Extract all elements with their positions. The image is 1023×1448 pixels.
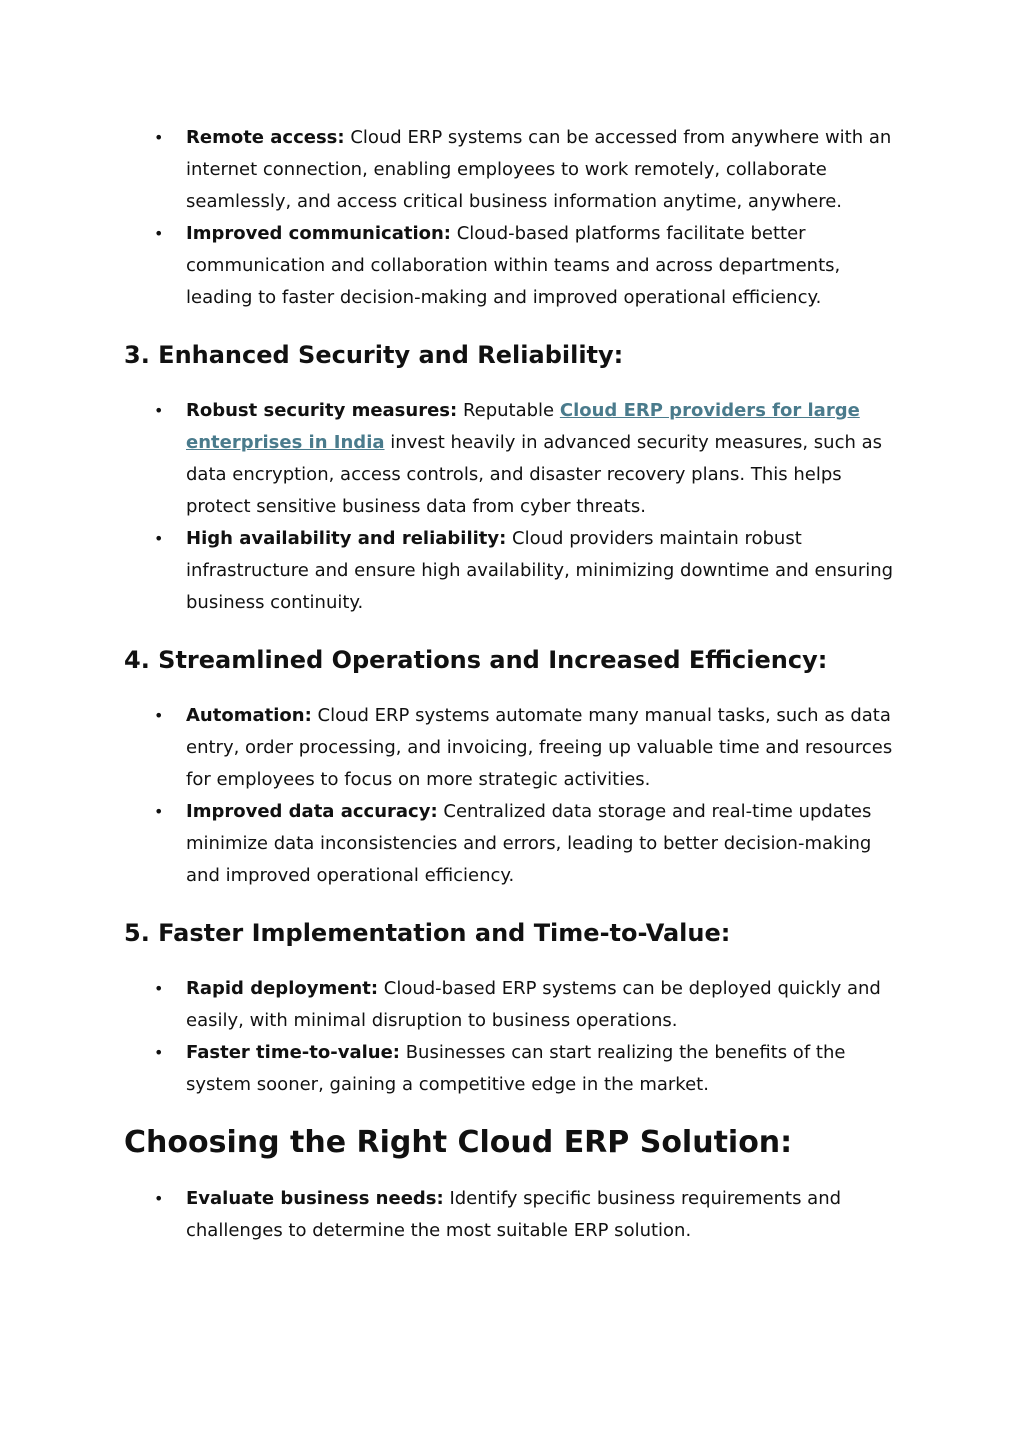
item-label: Rapid deployment: xyxy=(186,978,379,999)
bullet-icon: • xyxy=(154,706,164,725)
list-item xyxy=(154,122,903,218)
section-heading-implementation: 5. Faster Implementation and Time-to-Value: xyxy=(124,919,731,947)
item-text: Cloud-based platforms facilitate better communication and collaboration within teams and across departments, leading to faster decision-making and improved operational efficiency. xyxy=(186,223,841,308)
item-text: Centralized data storage and real-time updates minimize data inconsistencies and errors, leading to better decision-making and improved operational efficiency. xyxy=(186,801,872,886)
security-bullet-list xyxy=(124,395,903,619)
implementation-bullet-list xyxy=(124,973,903,1101)
bullet-icon: • xyxy=(154,128,164,147)
list-item xyxy=(154,700,903,796)
item-label: Remote access: xyxy=(186,127,345,148)
choosing-bullet-list xyxy=(124,1183,903,1247)
list-item xyxy=(154,1037,903,1101)
item-label: Robust security measures: xyxy=(186,400,458,421)
item-label: Evaluate business needs: xyxy=(186,1188,444,1209)
item-text: Cloud ERP systems automate many manual tasks, such as data entry, order processing, and invoicing, freeing up valuable time and resources for employees to focus on more strategic activities. xyxy=(186,705,893,790)
item-label: Faster time-to-value: xyxy=(186,1042,400,1063)
item-text-pre: Reputable xyxy=(457,400,560,421)
bullet-icon: • xyxy=(154,979,164,998)
bullet-icon: • xyxy=(154,224,164,243)
list-item xyxy=(154,973,903,1037)
intro-bullet-list xyxy=(124,122,903,314)
list-item xyxy=(154,218,903,314)
item-text: Identify specific business requirements and challenges to determine the most suitable ERP solution. xyxy=(186,1188,842,1241)
cloud-erp-providers-link[interactable]: Cloud ERP providers for large enterprises in India xyxy=(186,400,860,453)
list-item xyxy=(154,796,903,892)
bullet-icon: • xyxy=(154,529,164,548)
bullet-icon: • xyxy=(154,1043,164,1062)
item-label: Improved data accuracy: xyxy=(186,801,438,822)
bullet-icon: • xyxy=(154,1189,164,1208)
item-text: Cloud providers maintain robust infrastructure and ensure high availability, minimizing downtime and ensuring business continuity. xyxy=(186,528,894,613)
item-text: Cloud ERP systems can be accessed from anywhere with an internet connection, enabling employees to work remotely, collaborate seamlessly, and access critical business information anytime, anywhere. xyxy=(186,127,892,212)
section-heading-security: 3. Enhanced Security and Reliability: xyxy=(124,341,624,369)
item-label: High availability and reliability: xyxy=(186,528,507,549)
bullet-icon: • xyxy=(154,802,164,821)
list-item xyxy=(154,523,903,619)
section-heading-operations: 4. Streamlined Operations and Increased Efficiency: xyxy=(124,646,828,674)
main-heading-choosing: Choosing the Right Cloud ERP Solution: xyxy=(124,1125,793,1160)
list-item xyxy=(154,1183,903,1247)
item-text-post: invest heavily in advanced security measures, such as data encryption, access controls, and disaster recovery plans. This helps protect sensitive business data from cyber threats. xyxy=(186,432,883,517)
list-item xyxy=(154,395,903,523)
item-text: Cloud-based ERP systems can be deployed quickly and easily, with minimal disruption to business operations. xyxy=(186,978,881,1031)
operations-bullet-list xyxy=(124,700,903,892)
bullet-icon: • xyxy=(154,401,164,420)
item-label: Improved communication: xyxy=(186,223,451,244)
item-text: Businesses can start realizing the benefits of the system sooner, gaining a competitive edge in the market. xyxy=(186,1042,846,1095)
item-label: Automation: xyxy=(186,705,312,726)
